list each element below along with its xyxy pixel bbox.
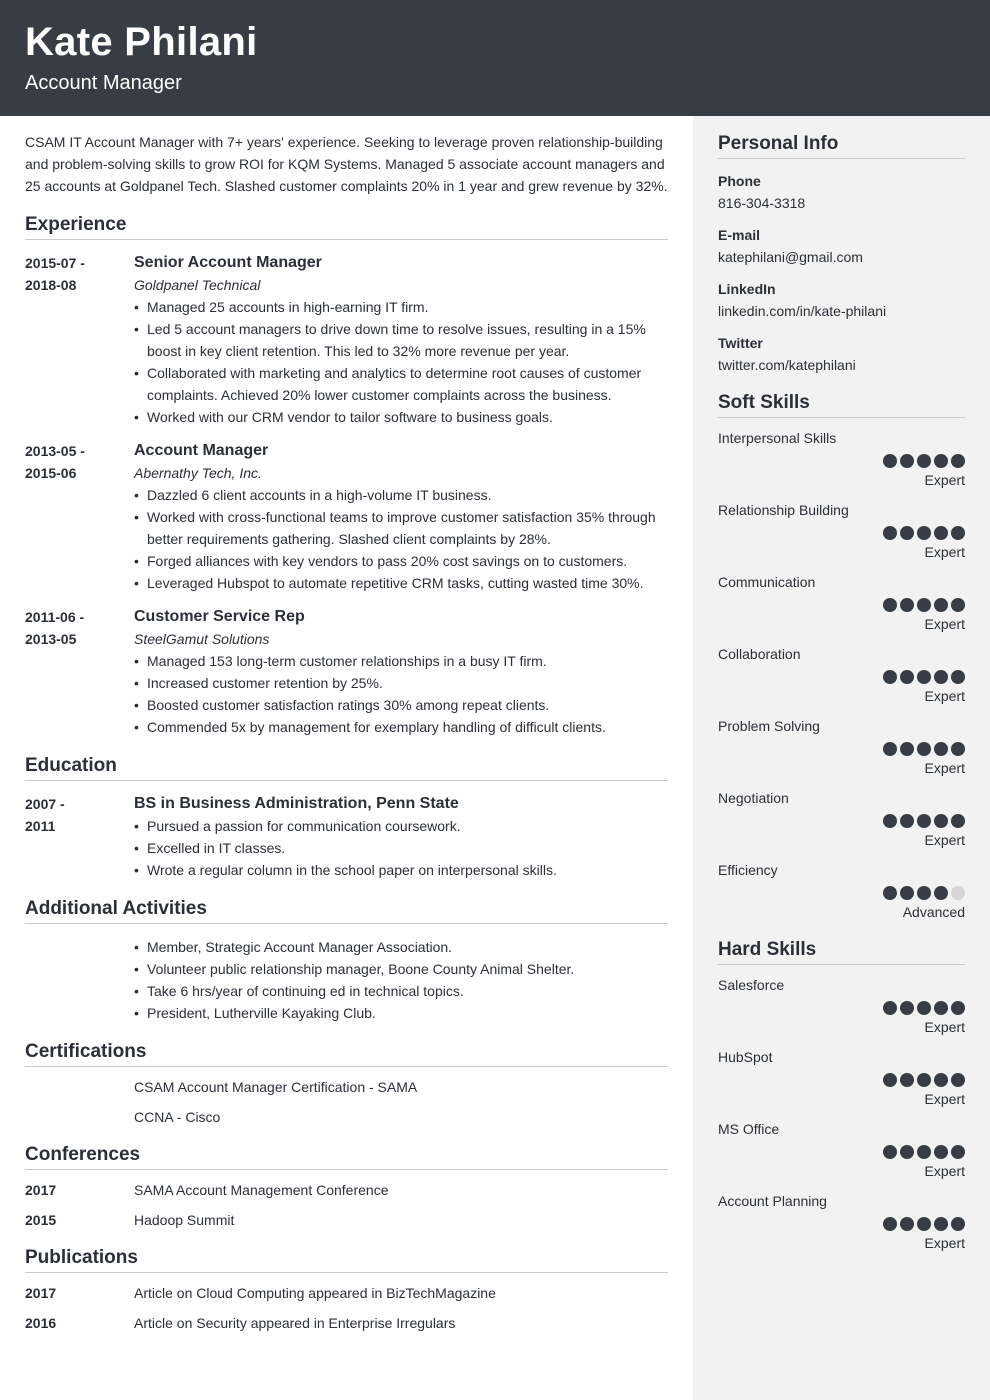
conference-item bbox=[25, 1180, 668, 1200]
skill-name: Problem Solving bbox=[718, 718, 820, 734]
rating-dot-filled bbox=[917, 1001, 931, 1015]
hard-skills-list bbox=[718, 975, 965, 1253]
bullet-item: • Excelled in IT classes. bbox=[134, 837, 668, 859]
rating-dot-filled bbox=[934, 1001, 948, 1015]
rating-dot-filled bbox=[917, 670, 931, 684]
skill-name: Account Planning bbox=[718, 1193, 827, 1209]
experience-entry bbox=[25, 252, 668, 428]
skill-level: Expert bbox=[924, 616, 965, 632]
candidate-role: Account Manager bbox=[25, 72, 182, 94]
rating-dot-filled bbox=[917, 1145, 931, 1159]
bullet-item: • Volunteer public relationship manager, Boone County Animal Shelter. bbox=[134, 958, 668, 980]
experience-date bbox=[25, 606, 134, 738]
rating-dot-filled bbox=[934, 1073, 948, 1087]
bullet-item: • Leveraged Hubspot to automate repetitive CRM tasks, cutting wasted time 30%. bbox=[134, 572, 668, 594]
skill-name: Collaboration bbox=[718, 646, 801, 662]
experience-entry bbox=[25, 440, 668, 594]
skill-name: Communication bbox=[718, 574, 816, 590]
rating-dot-filled bbox=[900, 598, 914, 612]
rating-dot-filled bbox=[883, 742, 897, 756]
skill-item bbox=[718, 716, 965, 778]
conference-name: Hadoop Summit bbox=[134, 1212, 235, 1228]
hard-skills-heading: Hard Skills bbox=[718, 939, 965, 965]
email-value: katephilani@gmail.com bbox=[718, 249, 863, 265]
rating-dot-filled bbox=[883, 1073, 897, 1087]
rating-dot-filled bbox=[917, 814, 931, 828]
rating-dot-filled bbox=[951, 454, 965, 468]
skill-rating bbox=[718, 598, 965, 612]
skill-item bbox=[718, 975, 965, 1037]
job-title: Account Manager bbox=[134, 442, 269, 459]
bullet-item: • Increased customer retention by 25%. bbox=[134, 672, 668, 694]
conference-item bbox=[25, 1210, 668, 1230]
bullet-item: • Commended 5x by management for exemplary handling of difficult clients. bbox=[134, 716, 668, 738]
skill-name: Efficiency bbox=[718, 862, 778, 878]
degree-title: BS in Business Administration, Penn State bbox=[134, 795, 459, 812]
sidebar bbox=[693, 116, 990, 1400]
publication-name: Article on Cloud Computing appeared in BizTechMagazine bbox=[134, 1285, 496, 1301]
bullet-item: • Collaborated with marketing and analytics to determine root causes of customer complaints. Achieved 20% lower customer complaints across the business. bbox=[134, 362, 668, 406]
rating-dot-filled bbox=[951, 742, 965, 756]
rating-dot-filled bbox=[951, 1073, 965, 1087]
rating-dot-filled bbox=[900, 886, 914, 900]
rating-dot-filled bbox=[917, 526, 931, 540]
rating-dot-filled bbox=[917, 886, 931, 900]
personal-info-heading: Personal Info bbox=[718, 133, 965, 159]
publication-year: 2017 bbox=[25, 1285, 57, 1301]
conference-year: 2015 bbox=[25, 1212, 57, 1228]
email-label: E-mail bbox=[718, 227, 761, 243]
rating-dot-filled bbox=[917, 742, 931, 756]
rating-dot-filled bbox=[951, 814, 965, 828]
skill-level: Expert bbox=[924, 760, 965, 776]
company-name: SteelGamut Solutions bbox=[134, 631, 270, 647]
skill-level: Expert bbox=[924, 1019, 965, 1035]
company-name: Abernathy Tech, Inc. bbox=[134, 465, 262, 481]
bullet-item: • Managed 153 long-term customer relationships in a busy IT firm. bbox=[134, 650, 668, 672]
skill-level: Expert bbox=[924, 832, 965, 848]
date-end: 2011 bbox=[25, 818, 56, 834]
skill-level: Expert bbox=[924, 472, 965, 488]
publication-name: Article on Security appeared in Enterprise Irregulars bbox=[134, 1315, 456, 1331]
twitter-label: Twitter bbox=[718, 335, 763, 351]
phone-value: 816-304-3318 bbox=[718, 195, 806, 211]
skill-rating bbox=[718, 1145, 965, 1159]
education-heading: Education bbox=[25, 755, 668, 781]
skill-level: Expert bbox=[924, 688, 965, 704]
skill-level: Expert bbox=[924, 1091, 965, 1107]
job-title: Senior Account Manager bbox=[134, 254, 322, 271]
skill-item bbox=[718, 500, 965, 562]
education-entry bbox=[25, 793, 668, 881]
rating-dot-filled bbox=[900, 1217, 914, 1231]
rating-dot-filled bbox=[934, 526, 948, 540]
skill-item bbox=[718, 860, 965, 922]
date-end: 2015-06 bbox=[25, 465, 77, 481]
rating-dot-filled bbox=[883, 1145, 897, 1159]
skill-rating bbox=[718, 454, 965, 468]
skill-rating bbox=[718, 1073, 965, 1087]
experience-date bbox=[25, 440, 134, 594]
bullet-item: • Worked with our CRM vendor to tailor software to business goals. bbox=[134, 406, 668, 428]
rating-dot-filled bbox=[934, 454, 948, 468]
linkedin-label: LinkedIn bbox=[718, 281, 776, 297]
rating-dot-filled bbox=[951, 1217, 965, 1231]
rating-dot-filled bbox=[951, 526, 965, 540]
linkedin-value: linkedin.com/in/kate-philani bbox=[718, 303, 887, 319]
publication-year: 2016 bbox=[25, 1315, 57, 1331]
bullet-item: • Member, Strategic Account Manager Association. bbox=[134, 936, 668, 958]
certifications-heading: Certifications bbox=[25, 1041, 668, 1067]
skill-item bbox=[718, 572, 965, 634]
summary: CSAM IT Account Manager with 7+ years' experience. Seeking to leverage proven relationship-building and problem-solving skills to grow ROI for KQM Systems. Managed 5 associate account managers and 25 accounts at Goldpanel Tech. Slashed customer complaints 20% in 1 year and grew revenue by 32%. bbox=[25, 134, 668, 194]
bullet-item: • Led 5 account managers to drive down time to resolve issues, resulting in a 15% boost in key client retention. This led to 32% more revenue per year. bbox=[134, 318, 668, 362]
rating-dot-filled bbox=[883, 1217, 897, 1231]
job-title: Customer Service Rep bbox=[134, 608, 305, 625]
skill-item bbox=[718, 1047, 965, 1109]
bullet-item: • Boosted customer satisfaction ratings 30% among repeat clients. bbox=[134, 694, 668, 716]
rating-dot-filled bbox=[900, 670, 914, 684]
rating-dot-filled bbox=[883, 886, 897, 900]
rating-dot-filled bbox=[951, 1145, 965, 1159]
education-date bbox=[25, 793, 134, 881]
bullet-item: • Worked with cross-functional teams to improve customer satisfaction 35% through better requirements gathering. Slashed client complaints by 28%. bbox=[134, 506, 668, 550]
date-end: 2018-08 bbox=[25, 277, 77, 293]
rating-dot-filled bbox=[917, 598, 931, 612]
skill-name: Interpersonal Skills bbox=[718, 430, 837, 446]
bullet-item: • Dazzled 6 client accounts in a high-volume IT business. bbox=[134, 484, 668, 506]
skill-name: HubSpot bbox=[718, 1049, 773, 1065]
phone-label: Phone bbox=[718, 173, 761, 189]
publication-item bbox=[25, 1283, 668, 1303]
date-start: 2015-07 - bbox=[25, 255, 85, 271]
rating-dot-filled bbox=[900, 1073, 914, 1087]
conference-year: 2017 bbox=[25, 1182, 57, 1198]
experience-heading: Experience bbox=[25, 214, 668, 240]
rating-dot-filled bbox=[917, 1217, 931, 1231]
skill-level: Expert bbox=[924, 1163, 965, 1179]
rating-dot-filled bbox=[917, 1073, 931, 1087]
bullet-item: • President, Lutherville Kayaking Club. bbox=[134, 1002, 668, 1024]
skill-item bbox=[718, 644, 965, 706]
soft-skills-list bbox=[718, 428, 965, 922]
rating-dot-filled bbox=[951, 670, 965, 684]
conference-name: SAMA Account Management Conference bbox=[134, 1182, 389, 1198]
skill-rating bbox=[718, 742, 965, 756]
skill-level: Advanced bbox=[902, 904, 965, 920]
experience-entry bbox=[25, 606, 668, 738]
rating-dot-filled bbox=[934, 742, 948, 756]
rating-dot-filled bbox=[900, 454, 914, 468]
rating-dot-filled bbox=[934, 598, 948, 612]
publication-item bbox=[25, 1313, 668, 1333]
activities-list bbox=[134, 936, 668, 1024]
activities-heading: Additional Activities bbox=[25, 898, 668, 924]
company-name: Goldpanel Technical bbox=[134, 277, 261, 293]
rating-dot-filled bbox=[900, 814, 914, 828]
rating-dot-filled bbox=[934, 1217, 948, 1231]
conferences-heading: Conferences bbox=[25, 1144, 668, 1170]
skill-item bbox=[718, 428, 965, 490]
rating-dot-filled bbox=[900, 742, 914, 756]
date-start: 2013-05 - bbox=[25, 443, 85, 459]
bullet-item: • Forged alliances with key vendors to pass 20% cost savings on to customers. bbox=[134, 550, 668, 572]
skill-level: Expert bbox=[924, 1235, 965, 1251]
experience-date bbox=[25, 252, 134, 428]
rating-dot-filled bbox=[934, 814, 948, 828]
certification-item: CCNA - Cisco bbox=[134, 1109, 221, 1125]
rating-dot-filled bbox=[883, 526, 897, 540]
certification-item: CSAM Account Manager Certification - SAMA bbox=[134, 1079, 418, 1095]
candidate-name: Kate Philani bbox=[25, 20, 258, 64]
rating-dot-filled bbox=[934, 886, 948, 900]
skill-item bbox=[718, 1119, 965, 1181]
rating-dot-filled bbox=[900, 1001, 914, 1015]
rating-dot-filled bbox=[900, 526, 914, 540]
skill-item bbox=[718, 788, 965, 850]
rating-dot-empty bbox=[951, 886, 965, 900]
skill-rating bbox=[718, 886, 965, 900]
skill-rating bbox=[718, 526, 965, 540]
soft-skills-heading: Soft Skills bbox=[718, 392, 965, 418]
skill-name: Relationship Building bbox=[718, 502, 849, 518]
rating-dot-filled bbox=[883, 454, 897, 468]
bullet-item: • Pursued a passion for communication coursework. bbox=[134, 815, 668, 837]
skill-rating bbox=[718, 814, 965, 828]
date-start: 2011-06 - bbox=[25, 609, 85, 625]
skill-rating bbox=[718, 670, 965, 684]
rating-dot-filled bbox=[883, 814, 897, 828]
publications-heading: Publications bbox=[25, 1247, 668, 1273]
resume-header bbox=[0, 0, 990, 116]
rating-dot-filled bbox=[951, 598, 965, 612]
rating-dot-filled bbox=[934, 1145, 948, 1159]
rating-dot-filled bbox=[951, 1001, 965, 1015]
twitter-value: twitter.com/katephilani bbox=[718, 357, 856, 373]
rating-dot-filled bbox=[883, 598, 897, 612]
rating-dot-filled bbox=[917, 454, 931, 468]
skill-level: Expert bbox=[924, 544, 965, 560]
bullet-item: • Wrote a regular column in the school paper on interpersonal skills. bbox=[134, 859, 668, 881]
skill-name: Negotiation bbox=[718, 790, 789, 806]
skill-name: Salesforce bbox=[718, 977, 785, 993]
date-start: 2007 - bbox=[25, 796, 65, 812]
skill-rating bbox=[718, 1217, 965, 1231]
rating-dot-filled bbox=[883, 1001, 897, 1015]
main-column bbox=[25, 116, 668, 1333]
skill-item bbox=[718, 1191, 965, 1253]
rating-dot-filled bbox=[883, 670, 897, 684]
bullet-item: • Managed 25 accounts in high-earning IT firm. bbox=[134, 296, 668, 318]
skill-name: MS Office bbox=[718, 1121, 780, 1137]
rating-dot-filled bbox=[900, 1145, 914, 1159]
skill-rating bbox=[718, 1001, 965, 1015]
rating-dot-filled bbox=[934, 670, 948, 684]
bullet-item: • Take 6 hrs/year of continuing ed in technical topics. bbox=[134, 980, 668, 1002]
date-end: 2013-05 bbox=[25, 631, 77, 647]
